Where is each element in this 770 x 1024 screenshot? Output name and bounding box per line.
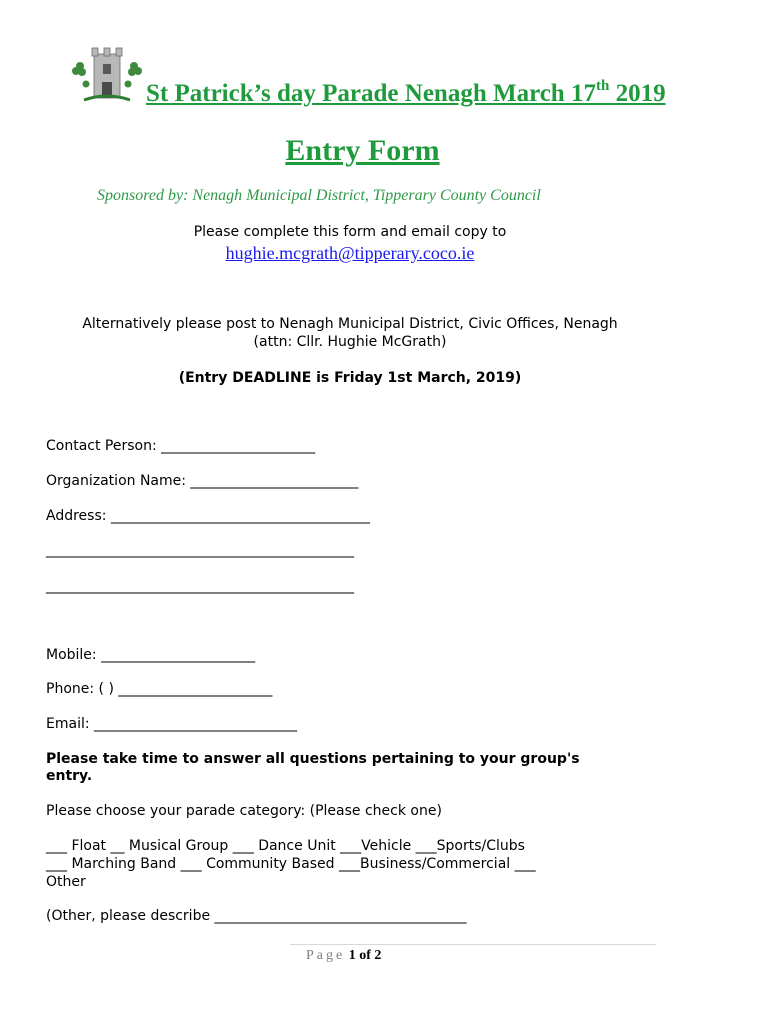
- category-options-line-1[interactable]: ___ Float __ Musical Group ___ Dance Unit ___Vehicle ___Sports/Clubs: [46, 838, 525, 854]
- page-current: 1: [348, 948, 356, 963]
- attention-line: (attn: Cllr. Hughie McGrath): [253, 334, 447, 350]
- mobile-field[interactable]: Mobile: ______________________: [46, 647, 256, 663]
- answer-note-line-2: entry.: [46, 768, 93, 784]
- parade-title: [146, 80, 666, 108]
- parade-title-year: 2019: [609, 80, 666, 107]
- email-field[interactable]: Email: _____________________________: [46, 716, 298, 732]
- parade-title-main: St Patrick’s day Parade Nenagh March 17: [146, 80, 596, 107]
- organization-name-field[interactable]: Organization Name: ________________________: [46, 473, 359, 489]
- parade-logo: [70, 44, 146, 106]
- form-title: Entry Form: [285, 134, 440, 167]
- instruction-line: Please complete this form and email copy to: [193, 224, 507, 240]
- entry-deadline: (Entry DEADLINE is Friday 1st March, 2019): [178, 370, 522, 386]
- category-options-line-2[interactable]: ___ Marching Band ___ Community Based ___Business/Commercial ___: [46, 856, 536, 872]
- other-describe-field[interactable]: (Other, please describe ____________________________________: [46, 908, 467, 924]
- category-prompt: Please choose your parade category: (Please check one): [46, 803, 442, 819]
- sponsor-line: Sponsored by: Nenagh Municipal District, Tipperary County Council: [97, 187, 541, 204]
- page-of-word: of: [359, 948, 371, 963]
- address-field[interactable]: Address: _____________________________________: [46, 508, 370, 524]
- answer-note-line-1: Please take time to answer all questions pertaining to your group's: [46, 751, 580, 767]
- page-total: 2: [374, 948, 382, 963]
- address-line-2-field[interactable]: ____________________________________________: [46, 542, 354, 558]
- contact-person-field[interactable]: Contact Person: ______________________: [46, 438, 316, 454]
- tower-with-shamrocks-crest-icon: [70, 44, 146, 106]
- page-word: Page: [306, 948, 346, 963]
- phone-field[interactable]: Phone: ( ) ______________________: [46, 681, 273, 697]
- alternative-post-line: Alternatively please post to Nenagh Municipal District, Civic Offices, Nenagh: [82, 316, 618, 332]
- footer-divider: [290, 944, 656, 945]
- parade-title-superscript: th: [595, 78, 610, 94]
- page-number: [306, 948, 381, 964]
- address-line-3-field[interactable]: ____________________________________________: [46, 578, 354, 594]
- category-options-line-3[interactable]: Other: [46, 874, 86, 890]
- contact-email-link[interactable]: hughie.mcgrath@tipperary.coco.ie: [225, 243, 475, 263]
